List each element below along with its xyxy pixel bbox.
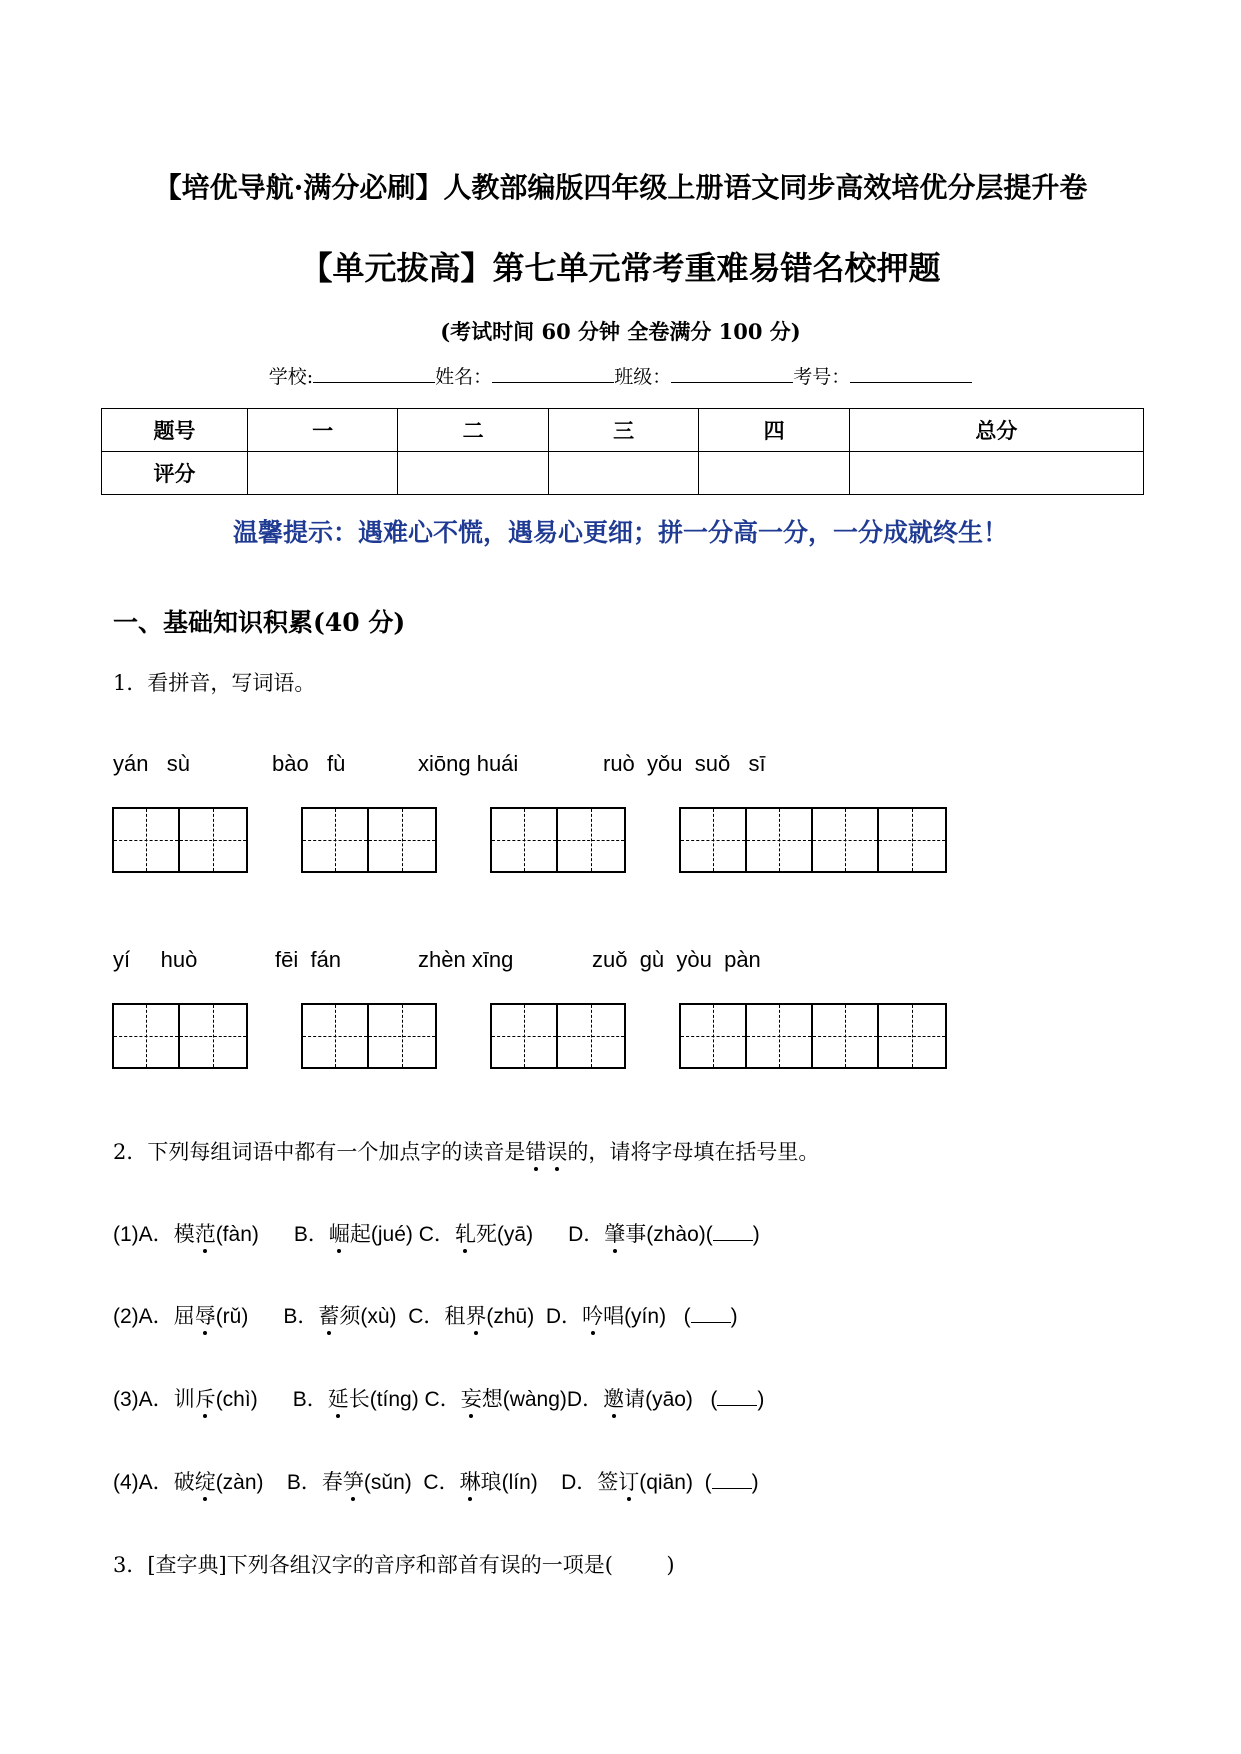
dotted-char: 妄 xyxy=(460,1387,482,1411)
pinyin-label: zuǒ gù yòu pàn xyxy=(592,947,761,972)
grid-cell[interactable] xyxy=(681,809,747,871)
student-info-line xyxy=(0,362,1241,389)
writing-grid[interactable] xyxy=(301,807,437,873)
item-text: ) xyxy=(752,1223,760,1246)
item-text: (zàn) B． xyxy=(215,1471,322,1494)
item-text: 租 xyxy=(444,1304,466,1328)
dotted-char: 吟 xyxy=(582,1304,604,1328)
dotted-char: 订 xyxy=(618,1470,640,1494)
item-text: 起 xyxy=(349,1222,371,1246)
dotted-char: 界 xyxy=(465,1304,487,1328)
item-text: 想 xyxy=(481,1387,503,1411)
item-text: ) xyxy=(730,1305,738,1328)
grid-cell[interactable] xyxy=(303,809,369,871)
question-2-item xyxy=(113,1300,738,1330)
grid-cell[interactable] xyxy=(114,809,180,871)
grid-cell[interactable] xyxy=(369,809,435,871)
writing-grid[interactable] xyxy=(112,807,248,873)
item-text: 请 xyxy=(624,1387,646,1411)
item-text: 春 xyxy=(321,1470,343,1494)
item-text: (fàn) B． xyxy=(215,1223,329,1246)
item-text: 长 xyxy=(348,1387,370,1411)
item-text: 须 xyxy=(339,1304,361,1328)
item-text: (zhào)( xyxy=(646,1223,713,1246)
grid-cell[interactable] xyxy=(303,1005,369,1067)
grid-cell[interactable] xyxy=(681,1005,747,1067)
answer-blank[interactable] xyxy=(691,1306,731,1323)
dotted-char: 崛 xyxy=(328,1222,350,1246)
item-text: (4)A． xyxy=(113,1471,174,1494)
item-text: (sǔn) C． xyxy=(363,1471,460,1494)
score-table-score-row xyxy=(102,452,1144,495)
score-table-cell: 评分 xyxy=(102,452,248,495)
writing-grid[interactable] xyxy=(490,807,626,873)
question-2-item xyxy=(113,1218,760,1248)
score-input-cell[interactable] xyxy=(849,452,1143,495)
dotted-char: 误 xyxy=(546,1140,568,1164)
item-text: 屈 xyxy=(173,1304,195,1328)
writing-grid[interactable] xyxy=(679,1003,947,1069)
dotted-char: 蓄 xyxy=(318,1304,340,1328)
item-text: (2)A． xyxy=(113,1305,174,1328)
score-input-cell[interactable] xyxy=(398,452,548,495)
question-2-suffix: 的，请将字母填在括号里。 xyxy=(567,1140,820,1164)
grid-cell[interactable] xyxy=(492,1005,558,1067)
item-text: (3)A． xyxy=(113,1388,174,1411)
grid-cell[interactable] xyxy=(114,1005,180,1067)
dotted-char: 邀 xyxy=(603,1387,625,1411)
question-2-item xyxy=(113,1466,759,1496)
dotted-char: 肇 xyxy=(604,1222,626,1246)
score-table-header-row xyxy=(102,409,1144,452)
item-text: (rǔ) B． xyxy=(215,1305,319,1328)
class-label: 班级： xyxy=(614,366,672,388)
exam-number-blank[interactable] xyxy=(850,364,972,383)
score-table-cell: 二 xyxy=(398,409,548,452)
dotted-char: 笋 xyxy=(342,1470,364,1494)
item-text: 破 xyxy=(173,1470,195,1494)
warm-tip: 温馨提示：遇难心不慌，遇易心更细；拼一分高一分，一分成就终生！ xyxy=(232,518,1008,547)
item-text: 唱 xyxy=(603,1304,625,1328)
score-table-cell: 三 xyxy=(548,409,698,452)
score-input-cell[interactable] xyxy=(548,452,698,495)
item-text: 训 xyxy=(173,1387,195,1411)
item-text: 事 xyxy=(625,1222,647,1246)
score-table-cell: 总分 xyxy=(849,409,1143,452)
dotted-char: 辱 xyxy=(194,1304,216,1328)
grid-cell[interactable] xyxy=(747,809,813,871)
dotted-char: 斥 xyxy=(194,1387,216,1411)
grid-cell[interactable] xyxy=(879,1005,945,1067)
answer-blank[interactable] xyxy=(713,1224,753,1241)
pinyin-label: xiōng huái xyxy=(418,751,519,776)
item-text: (yāo) ( xyxy=(645,1388,718,1411)
question-2-item xyxy=(113,1383,764,1413)
score-table-cell: 题号 xyxy=(102,409,248,452)
grid-cell[interactable] xyxy=(369,1005,435,1067)
item-text: (wàng)D． xyxy=(502,1388,604,1411)
name-blank[interactable] xyxy=(492,364,614,383)
question-2-prefix: 2．下列每组词语中都有一个加点字的读音是 xyxy=(113,1140,526,1164)
item-text: ) xyxy=(757,1388,765,1411)
item-text: (jué) C． xyxy=(370,1223,455,1246)
item-text: (xù) C． xyxy=(360,1305,445,1328)
answer-blank[interactable] xyxy=(717,1389,757,1406)
grid-cell[interactable] xyxy=(813,809,879,871)
section-title: 一、基础知识积累(40 分) xyxy=(113,608,406,637)
exam-number-label: 考号： xyxy=(793,366,851,388)
question-3: 3．[查字典]下列各组汉字的音序和部首有误的一项是( ) xyxy=(113,1553,675,1577)
item-text: 签 xyxy=(597,1470,619,1494)
item-text: (chì) B． xyxy=(215,1388,328,1411)
grid-cell[interactable] xyxy=(180,1005,246,1067)
answer-blank[interactable] xyxy=(712,1472,752,1489)
question-2 xyxy=(113,1136,819,1166)
school-blank[interactable] xyxy=(313,364,435,383)
dotted-char: 琳 xyxy=(459,1470,481,1494)
name-label: 姓名： xyxy=(435,366,493,388)
paper-title: 【培优导航·满分必刷】人教部编版四年级上册语文同步高效培优分层提升卷 xyxy=(153,171,1088,204)
paper-subtitle: 【单元拔高】第七单元常考重难易错名校押题 xyxy=(300,249,941,287)
item-text: 模 xyxy=(173,1222,195,1246)
pinyin-label: ruò yǒu suǒ sī xyxy=(603,751,766,776)
grid-cell[interactable] xyxy=(180,809,246,871)
dotted-char: 范 xyxy=(194,1222,216,1246)
dotted-char: 延 xyxy=(327,1387,349,1411)
item-text: (qiān) ( xyxy=(639,1471,712,1494)
item-text: (yā) D． xyxy=(496,1223,605,1246)
score-input-cell[interactable] xyxy=(699,452,849,495)
dotted-char: 错 xyxy=(525,1140,547,1164)
item-text: 琅 xyxy=(480,1470,502,1494)
pinyin-label: bào fù xyxy=(272,751,346,776)
dotted-char: 轧 xyxy=(454,1222,476,1246)
pinyin-label: zhèn xīng xyxy=(418,947,514,972)
grid-cell[interactable] xyxy=(492,809,558,871)
question-2-emphasis xyxy=(525,1140,567,1164)
class-blank[interactable] xyxy=(671,364,793,383)
grid-cell[interactable] xyxy=(558,809,624,871)
grid-cell[interactable] xyxy=(747,1005,813,1067)
item-text: (lín) D． xyxy=(501,1471,598,1494)
score-table xyxy=(101,408,1144,495)
score-input-cell[interactable] xyxy=(247,452,397,495)
grid-cell[interactable] xyxy=(558,1005,624,1067)
dotted-char: 绽 xyxy=(194,1470,216,1494)
writing-grid[interactable] xyxy=(301,1003,437,1069)
exam-info: (考试时间 60 分钟 全卷满分 100 分) xyxy=(440,319,801,344)
writing-grid[interactable] xyxy=(679,807,947,873)
item-text: ) xyxy=(751,1471,759,1494)
writing-grid[interactable] xyxy=(490,1003,626,1069)
writing-grid[interactable] xyxy=(112,1003,248,1069)
score-table-cell: 四 xyxy=(699,409,849,452)
item-text: (tíng) C． xyxy=(369,1388,461,1411)
pinyin-label: yí huò xyxy=(113,947,198,972)
score-table-cell: 一 xyxy=(247,409,397,452)
item-text: (yín) ( xyxy=(624,1305,691,1328)
item-text: (zhū) D． xyxy=(486,1305,583,1328)
grid-cell[interactable] xyxy=(813,1005,879,1067)
item-text: 死 xyxy=(475,1222,497,1246)
pinyin-label: fēi fán xyxy=(275,947,342,972)
question-1: 1．看拼音，写词语。 xyxy=(113,671,316,695)
grid-cell[interactable] xyxy=(879,809,945,871)
school-label: 学校: xyxy=(268,366,314,388)
pinyin-label: yán sù xyxy=(113,751,191,776)
item-text: (1)A． xyxy=(113,1223,174,1246)
